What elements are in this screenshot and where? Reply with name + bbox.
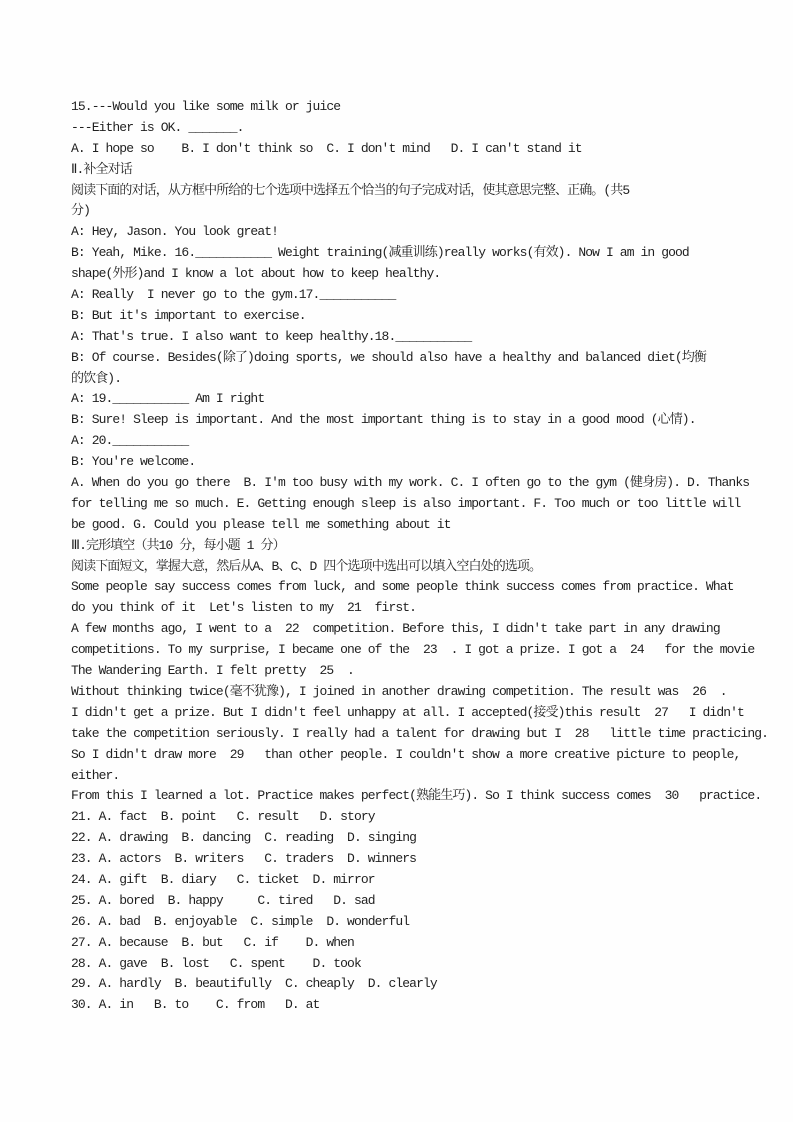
cloze-passage-line: From this I learned a lot. Practice makes perfect(熟能生巧). So I think success comes 30 practice. [71,788,762,804]
cloze-passage-line: A few months ago, I went to a 22 competition. Before this, I didn't take part in any drawing [71,621,720,637]
cloze-options-21-30-line: 26. A. bad B. enjoyable C. simple D. wonderful [71,913,410,929]
cloze-passage-line: either. [71,767,120,783]
dialogue-line: A: Really I never go to the gym.17.___________ [71,287,396,303]
dialogue-line: shape(外形)and I know a lot about how to keep healthy. [71,266,441,282]
cloze-passage-line: Some people say success comes from luck, and some people think success comes from practice. What [71,579,734,595]
cloze-options-21-30-line: 22. A. drawing B. dancing C. reading D. singing [71,830,417,846]
cloze-passage-line: So I didn't draw more 29 than other people. I couldn't show a more creative picture to people, [71,746,741,762]
dialogue-line: A: 20.___________ [71,433,189,449]
cloze-options-21-30-line: 29. A. hardly B. beautifully C. cheaply D. clearly [71,976,437,992]
cloze-options-21-30-line: 23. A. actors B. writers C. traders D. winners [71,851,417,867]
cloze-options-21-30-line: 28. A. gave B. lost C. spent D. took [71,955,361,971]
dialogue-line: B: Sure! Sleep is important. And the most important thing is to stay in a good mood (心情). [71,412,696,428]
dialogue-line: 的饮食). [71,370,122,386]
dialogue-line: B: But it's important to exercise. [71,307,306,323]
cloze-options-21-30-line: 24. A. gift B. diary C. ticket D. mirror [71,871,375,887]
section-ii-heading-line: Ⅱ.补全对话 [71,161,132,177]
dialogue-line: A: Hey, Jason. You look great! [71,224,279,240]
dialogue-line: B: Yeah, Mike. 16.___________ Weight training(减重训练)really works(有效). Now I am in good [71,245,689,261]
section-iii-heading-line: Ⅲ.完形填空（共10 分，每小题 1 分） [71,537,285,553]
exam-text-block [71,97,769,1016]
dialogue-options-a-to-g-line: for telling me so much. E. Getting enough sleep is also important. F. Too much or too little will [71,495,741,511]
section-iii-heading-line: 阅读下面短文，掌握大意，然后从A、B、C、D 四个选项中选出可以填入空白处的选项。 [71,558,542,574]
cloze-options-21-30-line: 27. A. because B. but C. if D. when [71,934,354,950]
dialogue-options-a-to-g-line: be good. G. Could you please tell me something about it [71,516,451,532]
section-ii-heading-line: 阅读下面的对话，从方框中所给的七个选项中选择五个恰当的句子完成对话，使其意思完整、正确。(共5 [71,182,630,198]
cloze-options-21-30-line: 21. A. fact B. point C. result D. story [71,809,375,825]
cloze-passage-line: do you think of it Let's listen to my 21 first. [71,600,417,616]
question-15-line: 15.---Would you like some milk or juice [71,99,341,114]
dialogue-line: B: You're welcome. [71,454,196,470]
cloze-passage-line: competitions. To my surprise, I became one of the 23 . I got a prize. I got a 24 for the movie [71,642,755,658]
cloze-passage-line: take the competition seriously. I really had a talent for drawing but I 28 little time practicing. [71,725,769,741]
section-ii-heading-line: 分) [71,203,91,219]
question-15-line: ---Either is OK. _______. [71,119,244,135]
dialogue-line: A: That's true. I also want to keep healthy.18.___________ [71,328,472,344]
dialogue-options-a-to-g-line: A. When do you go there B. I'm too busy with my work. C. I often go to the gym (健身房). D. Thanks [71,475,750,491]
cloze-options-21-30-line: 30. A. in B. to C. from D. at [71,997,320,1013]
dialogue-line: B: Of course. Besides(除了)doing sports, we should also have a healthy and balanced diet(均衡 [71,349,707,365]
question-15-line: A. I hope so B. I don't think so C. I don't mind D. I can't stand it [71,140,582,156]
cloze-options-21-30-line: 25. A. bored B. happy C. tired D. sad [71,892,375,908]
cloze-passage-line: The Wandering Earth. I felt pretty 25 . [71,663,354,679]
cloze-passage-line: I didn't get a prize. But I didn't feel unhappy at all. I accepted(接受)this result 27 I didn't [71,704,744,720]
dialogue-line: A: 19.___________ Am I right [71,391,265,407]
cloze-passage-line: Without thinking twice(毫不犹豫), I joined in another drawing competition. The result was 26 . [71,683,727,699]
